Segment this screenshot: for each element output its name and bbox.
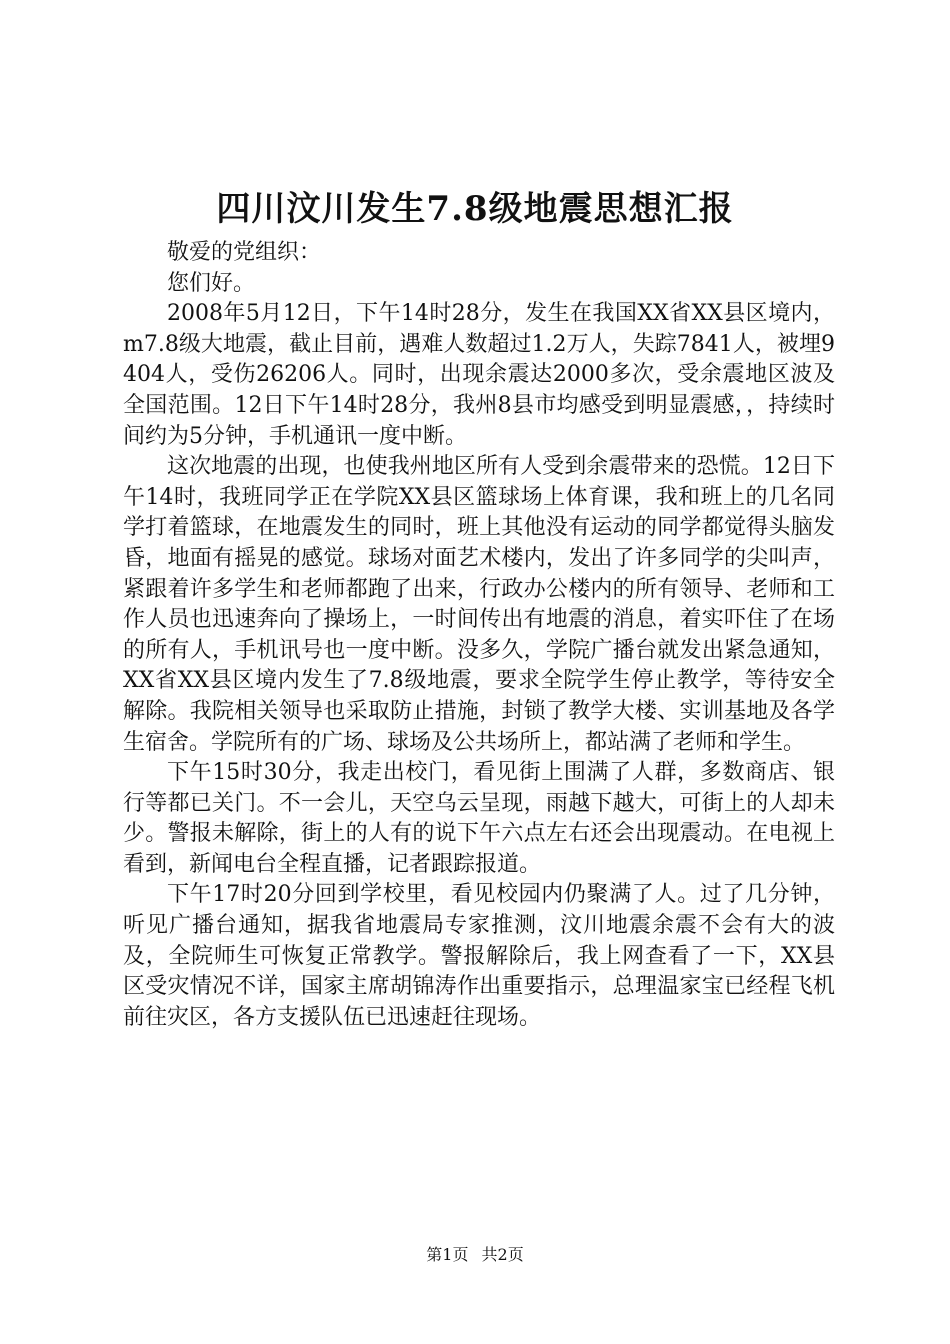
document-body [123,238,835,1033]
paragraph: 下午17时20分回到学校里，看见校园内仍聚满了人。过了几分钟，听见广播台通知，据我省地震局专家推测，汶川地震余震不会有大的波及，全院师生可恢复正常教学。警报解除后，我上网查看了一下，XX县区受灾情况不详，国家主席胡锦涛作出重要指示，总理温家宝已经程飞机前往灾区，各方支援队伍已迅速赶往现场。 [123,882,835,1030]
salutation: 敬爱的党组织： [167,240,322,265]
page-number-total: 共2页 [481,1245,524,1264]
page-footer [0,1244,950,1266]
paragraph: 2008年5月12日，下午14时28分，发生在我国XX省XX县区境内，m7.8级大地震，截止目前，遇难人数超过1.2万人，失踪7841人，被埋9404人，受伤26206人。同时，出现余震达2000多次，受余震地区波及全国范围。12日下午14时28分，我州8县市均感受到明显震感，，持续时间约为5分钟，手机通讯一度中断。 [123,301,835,449]
paragraph: 下午15时30分，我走出校门，看见街上围满了人群，多数商店、银行等都已关门。不一会儿，天空乌云呈现，雨越下越大，可街上的人却未少。警报未解除，街上的人有的说下午六点左右还会出现震动。在电视上看到，新闻电台全程直播，记者跟踪报道。 [123,760,835,877]
document-title: 四川汶川发生7.8级地震思想汇报 [216,189,734,229]
paragraph: 这次地震的出现，也使我州地区所有人受到余震带来的恐慌。12日下午14时，我班同学正在学院XX县区篮球场上体育课，我和班上的几名同学打着篮球，在地震发生的同时，班上其他没有运动的同学都觉得头脑发昏，地面有摇晃的感觉。球场对面艺术楼内，发出了许多同学的尖叫声，紧跟着许多学生和老师都跑了出来，行政办公楼内的所有领导、老师和工作人员也迅速奔向了操场上，一时间传出有地震的消息，着实吓住了在场的所有人，手机讯号也一度中断。没多久，学院广播台就发出紧急通知，XX省XX县区境内发生了7.8级地震，要求全院学生停止教学，等待安全解除。我院相关领导也采取防止措施，封锁了教学大楼、实训基地及各学生宿舍。学院所有的广场、球场及公共场所上，都站满了老师和学生。 [123,454,835,755]
page-number-current: 第1页 [426,1245,469,1264]
greeting: 您们好。 [167,270,256,296]
